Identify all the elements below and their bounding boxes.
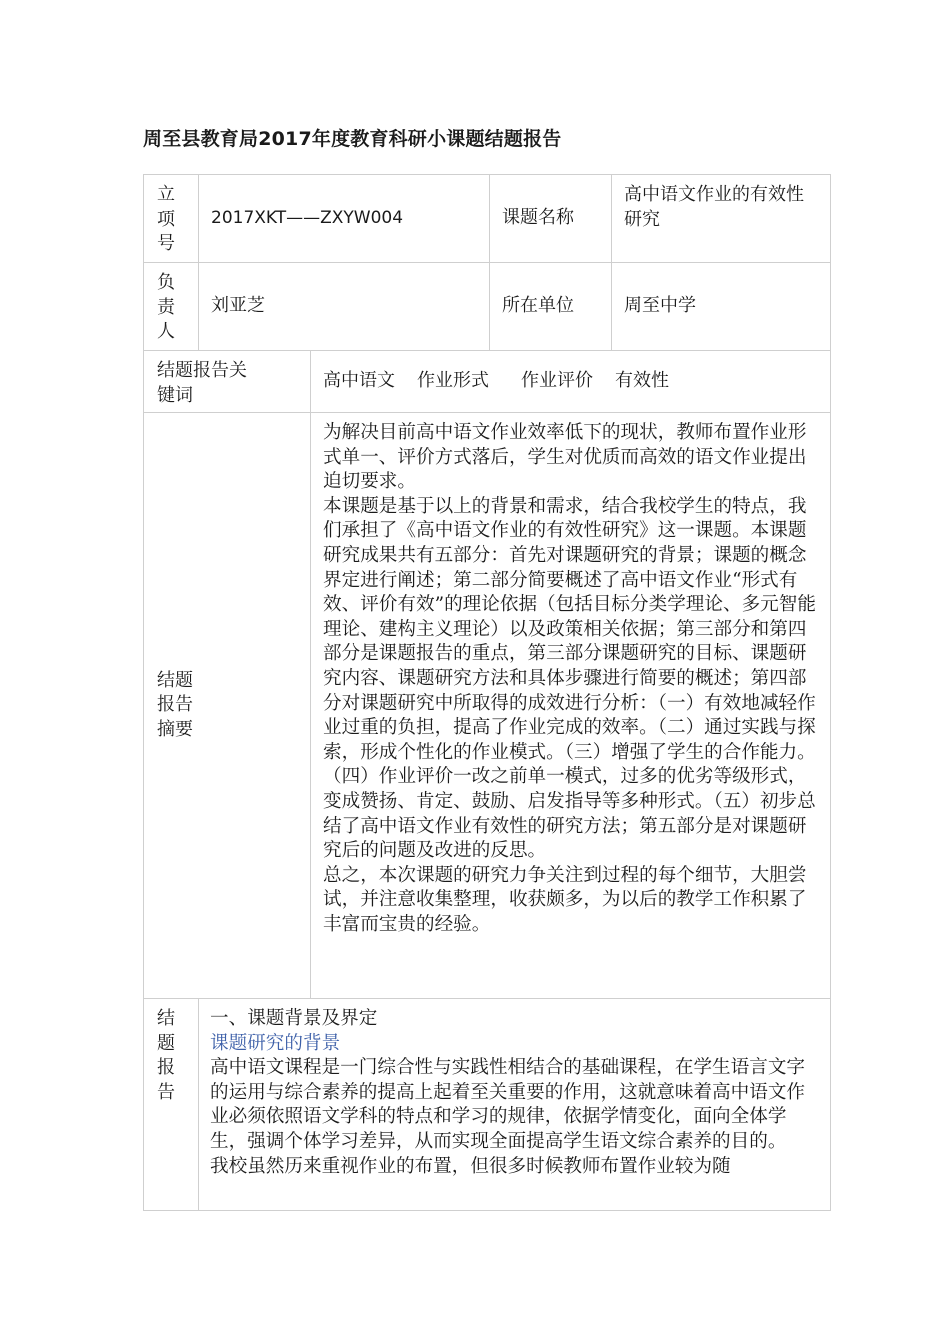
report-table (143, 174, 831, 1211)
unit-value-cell (611, 262, 831, 351)
project-name-label-cell (489, 174, 612, 263)
summary-paragraph: 总之，本次课题的研究力争关注到过程的每个细节，大胆尝试，并注意收集整理，收获颇多，为以后的教学工作积累了丰富而宝贵的经验。 (323, 864, 807, 935)
project-name-value-cell (611, 174, 831, 263)
report-label-cell (143, 998, 199, 1211)
keywords-label-cell (143, 350, 311, 413)
report-body (198, 998, 831, 1211)
project-id-label: 立项号 (157, 184, 175, 255)
keywords-label: 结题报告关键词 (157, 360, 247, 406)
page-title: 周至县教育局2017年度教育科研小课题结题报告 (143, 128, 562, 150)
keyword-2: 作业形式 (417, 370, 489, 392)
project-id-label-cell (143, 174, 199, 263)
summary-body (310, 412, 831, 999)
report-paragraph: 高中语文课程是一门综合性与实践性相结合的基础课程，在学生语言文字的运用与综合素养的提高上起着至关重要的作用，这就意味着高中语文作业必须依照语文学科的特点和学习的规律，依据学情变化，面向全体学生，强调个体学习差异，从而实现全面提高学生语文综合素养的目的。 (210, 1057, 806, 1152)
unit-value: 周至中学 (624, 295, 696, 317)
leader-value: 刘亚芝 (211, 295, 265, 317)
report-section-heading: 一、课题背景及界定 (210, 1008, 378, 1029)
keyword-3: 作业评价 (521, 370, 593, 392)
summary-paragraph: 本课题是基于以上的背景和需求，结合我校学生的特点，我们承担了《高中语文作业的有效性研究》这一课题。本课题研究成果共有五部分：首先对课题研究的背景；课题的概念界定进行阐述；第二部分简要概述了高中语文作业“形式有效、评价有效”的理论依据（包括目标分类学理论、多元智能理论、建构主义理论）以及政策相关依据；第三部分和第四部分是课题报告的重点，第三部分课题研究的目标、课题研究内容、课题研究方法和具体步骤进行简要的概述；第四部分对课题研究中所取得的成效进行分析：（一）有效地减轻作业过重的负担，提高了作业完成的效率。（二）通过实践与探索，形成个性化的作业模式。（三）增强了学生的合作能力。（四）作业评价一改之前单一模式，过多的优劣等级形式，变成赞扬、肯定、鼓励、启发指导等多种形式。（五）初步总结了高中语文作业有效性的研究方法；第五部分是对课题研究后的问题及改进的反思。 (323, 495, 816, 862)
project-id-value-cell (198, 174, 490, 263)
keywords-value-cell (310, 350, 831, 413)
leader-label-cell (143, 262, 199, 351)
summary-label: 结题报告摘要 (157, 669, 193, 740)
report-label: 结题报告 (157, 1008, 175, 1103)
unit-label-cell (489, 262, 612, 351)
summary-paragraph: 为解决目前高中语文作业效率低下的现状，教师布置作业形式单一、评价方式落后，学生对优质而高效的语文作业提出迫切要求。 (323, 422, 807, 493)
project-id-value: 2017XKT——ZXYW004 (211, 208, 404, 229)
leader-label: 负责人 (157, 272, 175, 343)
keyword-4: 有效性 (615, 370, 669, 392)
keyword-1: 高中语文 (323, 370, 395, 392)
summary-label-cell (143, 412, 311, 999)
leader-value-cell (198, 262, 490, 351)
project-name-label: 课题名称 (502, 207, 574, 229)
report-subheading: 课题研究的背景 (210, 1032, 341, 1054)
project-name-value: 高中语文作业的有效性 研究 (624, 184, 804, 230)
report-paragraph: 我校虽然历来重视作业的布置，但很多时候教师布置作业较为随 (210, 1155, 731, 1177)
unit-label: 所在单位 (502, 295, 574, 317)
